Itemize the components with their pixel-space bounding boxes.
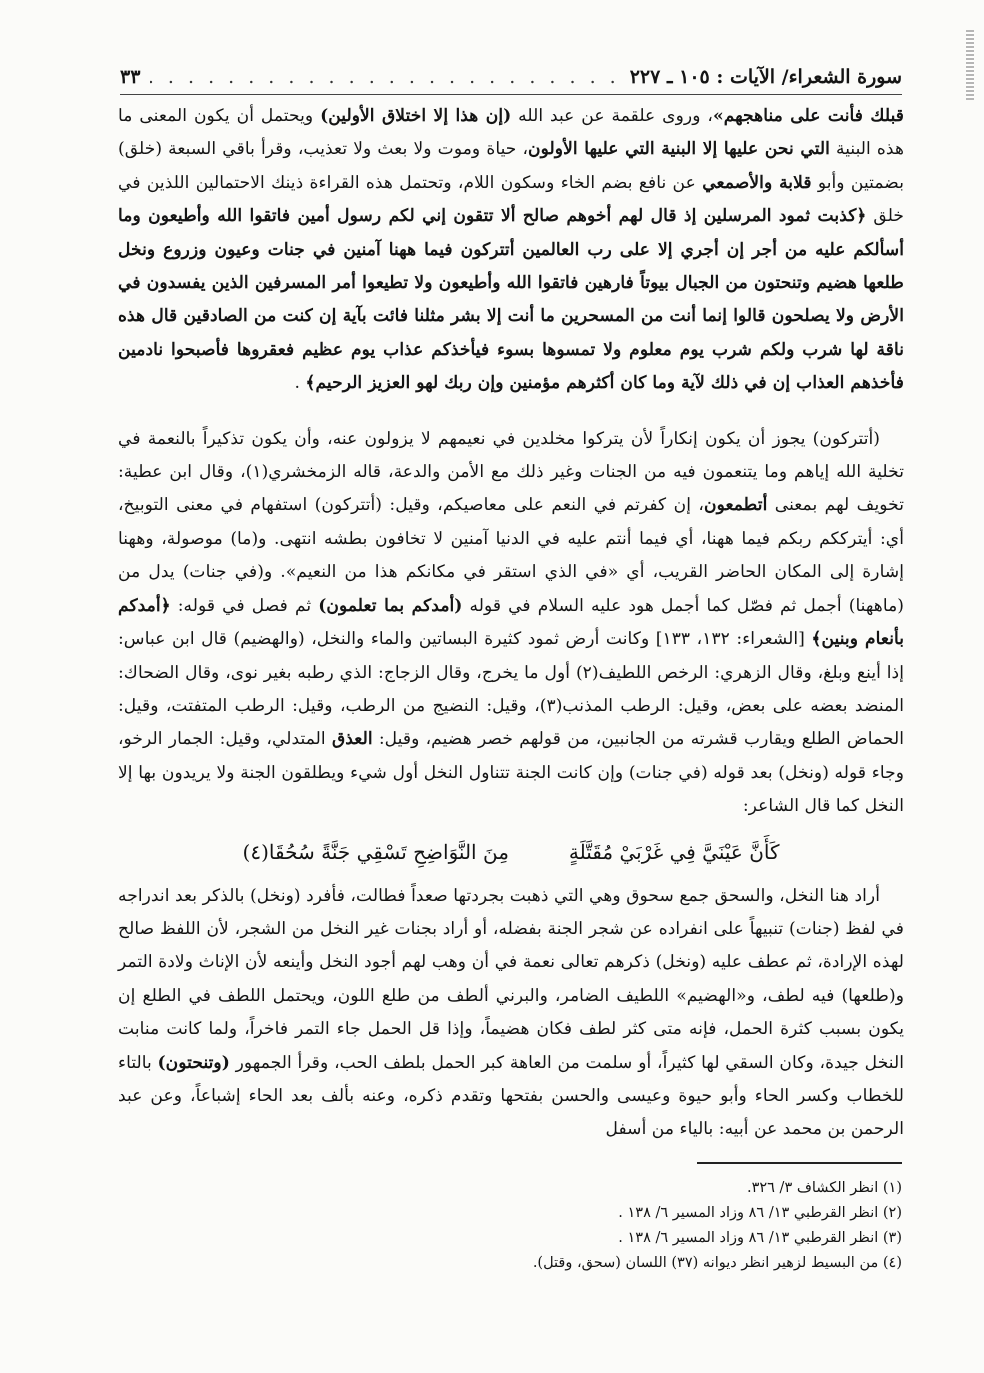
footnote-1: (١) انظر الكشاف ٣/ ٣٢٦. (746, 1180, 902, 1196)
text-fragment: ، حياة وموت ولا بعث ولا تعذيب، وقرأ باقي السبعة (خلق) بضمتين وأبو (118, 139, 904, 193)
quote-fragment: أتطمعون (703, 495, 768, 516)
quote-fragment: (أمدكم بما تعلمون) (318, 595, 463, 616)
text-fragment: . (294, 373, 300, 394)
name-fragment: قلابة والأصمعي (702, 172, 812, 193)
term-fragment: العذق (331, 729, 373, 750)
footnote-4: (٤) من البسيط لزهير انظر ديوانه (٣٧) اللسان (سحق، وقتل). (532, 1255, 902, 1271)
quote-fragment: التي نحن عليها إلا البنية التي عليها الأولون (528, 139, 830, 160)
text-fragment: عن نافع بضم الخاء وسكون اللام، وتحتمل هذه القراءة ذينك الاحتمالين اللذين في خلق (118, 172, 905, 227)
poetry-verse (118, 834, 904, 870)
text-fragment: المتدلي، وقيل: الجمار الرخو، وجاء قوله (ونخل) بعد قوله (في جنات) وإن كانت الجنة تتناول النخل أول شيء ويطلقون الجنة ولا يريدون بها إلا النخل كما قال الشاعر: (118, 729, 904, 817)
quran-verses: ﴿كذبت ثمود المرسلين إذ قال لهم أخوهم صالح ألا تتقون إني لكم رسول أمين فاتقوا الله وأطيعون وما أسألكم عليه من أجر إن أجري إلا على رب العالمين أتتركون فيما ههنا آمنين في جنات وعيون وزروع ونخل طلعها هضيم وتنحتون من الجبال بيوتاً فارهين فاتقوا الله وأطيعون ولا تطيعوا أمر المسرفين الذين يفسدون في الأرض ولا يصلحون قالوا إنما أنت من المسحرين ما أنت إلا بشر مثلنا فائت بآية إن كنت من الصادقين قال هذه ناقة لها شرب ولكم شرب يوم معلوم ولا تمسوها بسوء فيأخذكم عذاب يوم عظيم فعقروها فأصبحوا نادمين فأخذهم العذاب إن في ذلك لآية وما كان أكثرهم مؤمنين وإن ربك لهو العزيز الرحيم﴾ (118, 206, 904, 394)
text-fragment: ويحتمل أن يكون المعنى ما هذه البنية (118, 106, 905, 160)
footnotes (118, 1176, 902, 1276)
text-fragment: أراد هنا النخل، والسحق جمع سحوق وهي التي ذهبت بجردتها صعداً فطالت، فأفرد (ونخل) بالذكر بعد اندراجه في لفظ (جنات) تنبيهاً على انفراده عن شجر الجنة بفضله، أو أراد بجنات غير النخل من الشجر، لأن اللفظ صالح لهذه الإرادة، ثم عطف عليه (ونخل) ذكرهم تعالى نعمة في أن وهب لهم أجود النخل وأينعه لأن الإناث ولادة التمر و(طلعها) فيه لطف، و«الهضيم» اللطيف الضامر، والبرني ألطف من طلع اللون، ويحتمل اللطف في الطلع إن يكون بسبب كثرة الحمل، فإنه متى كثر لطف فكان هضيماً، وإذا قل الحمل جاء التمر فاخراً، ولما كانت منابت النخل جيدة، وكان السقي لها كثيراً، أو سلمت من العاهة كبر الحمل بلطف الحب، وقرأ الجمهور (118, 885, 904, 1073)
scan-edge (966, 30, 974, 100)
text-fragment: ثم فصل في قوله: (177, 595, 312, 616)
quote-fragment: (وتنحتون) (157, 1052, 230, 1073)
text-fragment: ، وروى علقمة عن عبد الله (518, 106, 713, 126)
paragraph-2 (118, 423, 904, 824)
quote-fragment: ﴿أمدكم بأنعام وبنين﴾ (118, 595, 905, 650)
header-dots (150, 66, 619, 88)
quote-fragment: قبلك فأنت على مناهجهم» (712, 106, 904, 126)
footnote-3: (٣) انظر القرطبي ١٣/ ٨٦ وزاد المسير ٦/ ١٣٨ . (618, 1230, 902, 1246)
paragraph-1 (118, 100, 904, 401)
page-number: ٣٣ (120, 66, 141, 88)
verse-first-hemistich: كَأَنَّ عَيْنَيَّ فِي غَرْبَيْ مُقَتَّلَةٍ (568, 839, 780, 864)
main-text (118, 100, 904, 1147)
text-fragment: ، إن كفرتم في النعم على معاصيكم، وقيل: (أتتركون) استفهام في معنى التوبيخ، أي: أيترككم ربكم فيما ههنا، أي فيما أنتم عليه في الدنيا آمنين لا تخافون بطشه انتهى. و(ما) موصولة، وههنا إشارة إلى المكان الحاضر القريب، أي «في الذي استقر في مكانكم هذا من النعيم». و(في جنات) يدل من (ماههنا) أجمل ثم فصّل كما أجمل هود عليه السلام في قوله (118, 495, 904, 616)
text-fragment: [الشعراء: ١٣٢، ١٣٣] وكانت أرض ثمود كثيرة البساتين والماء والنخل، (والهضيم) قال ابن عباس: إذا أينع وبلغ، وقال الزهري: الرخص اللطيف(٢) أول ما يخرج، وقال الزجاج: الذي رطبه بغير نوى، وقال الضحاك: المنضد بعضه على بعض، وقيل: الرطب المذنب(٣)، وقيل: النضيج من الرطب، وقيل: الرطب المتفتت، وقيل: الحماض الطلع ويقارب قشرته من الجانبين، من قولهم خصر هضيم، وقيل: (118, 629, 905, 750)
text-fragment: بالتاء للخطاب وكسر الحاء وأبو حيوة وعيسى والحسن بفتحها وتقدم ذكره، وعنه بألف بعد الحاء إشباعاً، وعن عبد الرحمن بن محمد عن أبيه: بالياء من أسفل (118, 1052, 904, 1140)
text-fragment: (أتتركون) يجوز أن يكون إنكاراً لأن يتركوا مخلدين في نعيمهم لا يزولون عنه، وأن يكون تذكيراً بالنعمة في تخلية الله إياهم وما يتنعمون فيه من الجنات وغير ذلك مع الأمن والدعة، قاله الزمخشري(١)، وقال ابن عطية: تخويف لهم بمعنى (118, 428, 904, 516)
page-header (120, 60, 902, 95)
quote-fragment: (إن هذا إلا اختلاق الأولين) (320, 106, 512, 126)
verse-second-hemistich: مِنَ النَّوَاضِحِ تَسْقِي جَنَّةً سُحُقَا(٤) (242, 839, 509, 864)
footnote-divider (697, 1162, 902, 1164)
paragraph-3 (118, 880, 904, 1147)
header-title: سورة الشعراء/ الآيات : ١٠٥ ـ ٢٢٧ (629, 66, 902, 88)
footnote-2: (٢) انظر القرطبي ١٣/ ٨٦ وزاد المسير ٦/ ١٣٨ . (618, 1205, 902, 1221)
